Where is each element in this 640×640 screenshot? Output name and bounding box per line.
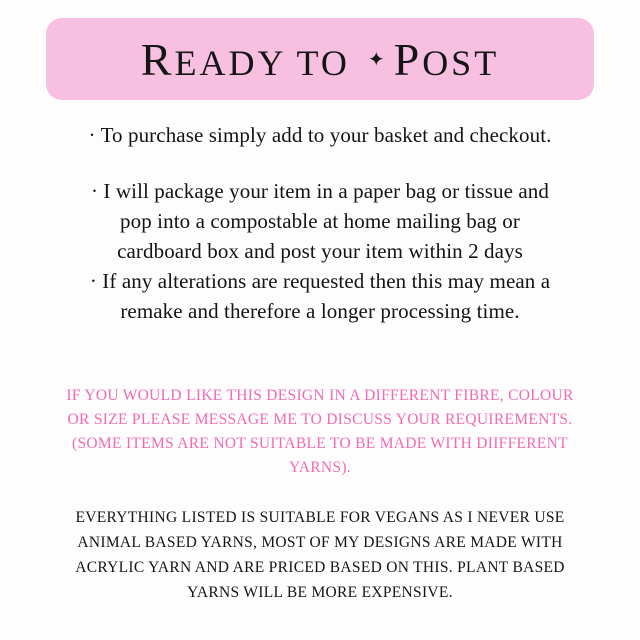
pink-note-line-1: IF YOU WOULD LIKE THIS DESIGN IN A DIFFERENT FIBRE, COLOUR xyxy=(66,387,574,404)
main-line-2: · I will package your item in a paper bag or tissue and xyxy=(90,179,549,203)
dark-note-line-4: YARNS WILL BE MORE EXPENSIVE. xyxy=(187,584,453,601)
dark-note-line-1: EVERYTHING LISTED IS SUITABLE FOR VEGANS AS I NEVER USE xyxy=(75,509,565,526)
dark-note-line-2: ANIMAL BASED YARNS, MOST OF MY DESIGNS ARE MADE WITH xyxy=(77,534,563,551)
ready-to-post-banner xyxy=(46,18,594,100)
star-icon: ✦ xyxy=(367,49,388,72)
main-line-6: remake and therefore a longer processing time. xyxy=(120,299,520,323)
pink-note-line-2: OR SIZE PLEASE MESSAGE ME TO DISCUSS YOUR REQUIREMENTS. xyxy=(67,411,573,428)
page-title xyxy=(141,33,499,86)
main-line-4: cardboard box and post your item within 2 days xyxy=(117,239,523,263)
title-initial-r: R xyxy=(140,33,175,85)
spacer-1 xyxy=(18,150,622,176)
title-text-ost: OST xyxy=(422,42,500,83)
main-text-block xyxy=(18,120,622,326)
dark-note-line-3: ACRYLIC YARN AND ARE PRICED BASED ON THIS. PLANT BASED xyxy=(75,559,565,576)
pink-note-block xyxy=(28,384,612,480)
dark-note-block xyxy=(28,505,612,605)
main-line-1: · To purchase simply add to your basket and checkout. xyxy=(88,123,552,147)
pink-note-line-3: (SOME ITEMS ARE NOT SUITABLE TO BE MADE WITH DIIFFERENT xyxy=(72,435,568,452)
title-text-eady-to: EADY TO xyxy=(174,42,362,83)
title-initial-p: P xyxy=(393,33,423,85)
main-line-3: pop into a compostable at home mailing bag or xyxy=(120,209,520,233)
main-line-5: · If any alterations are requested then this may mean a xyxy=(89,269,551,293)
pink-note-line-4: YARNS). xyxy=(289,459,351,476)
